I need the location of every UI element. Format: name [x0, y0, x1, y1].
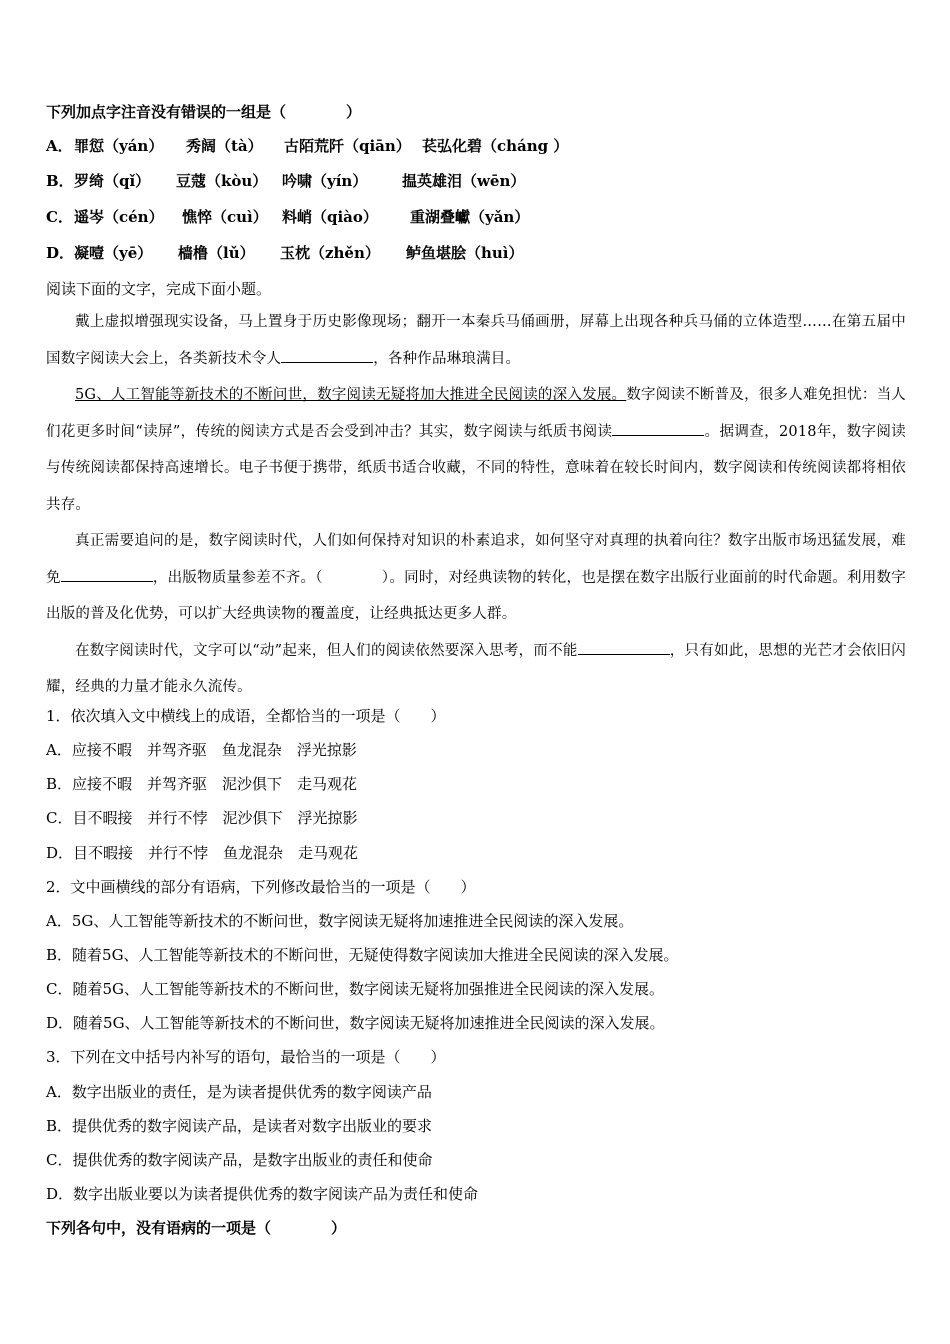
q3-option-c[interactable]: C．提供优秀的数字阅读产品，是数字出版业的责任和使命 — [46, 1151, 433, 1169]
blank-1 — [281, 348, 373, 363]
question-3-stem: 3．下列在文中括号内补写的语句，最恰当的一项是（ ） — [46, 1048, 446, 1066]
q1-option-c[interactable]: C．目不暇接 并行不悖 泥沙俱下 浮光掠影 — [46, 809, 358, 827]
q2-option-b[interactable]: B．随着5G、人工智能等新技术的不断问世，无疑使得数字阅读加大推进全民阅读的深入发展。 — [46, 946, 679, 964]
option-a[interactable]: A．罪愆（yán） 秀阔（tà） 古陌荒阡（qiān） 苌弘化碧（cháng ） — [46, 137, 569, 155]
q1-option-b[interactable]: B．应接不暇 并驾齐驱 泥沙俱下 走马观花 — [46, 775, 358, 793]
option-b[interactable]: B．罗绮（qǐ） 豆蔻（kòu） 吟啸（yín） 揾英雄泪（wēn） — [46, 172, 526, 190]
reading-passage — [46, 304, 906, 706]
option-d[interactable]: D．凝噎（yē） 樯橹（lǔ） 玉枕（zhěn） 鲈鱼堪脍（huì） — [46, 244, 524, 262]
underlined-sentence: 5G、人工智能等新技术的不断问世，数字阅读无疑将加大推进全民阅读的深入发展。 — [75, 387, 627, 403]
paragraph-2: 5G、人工智能等新技术的不断问世，数字阅读无疑将加大推进全民阅读的深入发展。数字阅读不断普及，很多人难免担忧：当人们花更多时间“读屏”，传统的阅读方式是否会受到冲击？其实，数字阅读与纸质书阅读 。据调查，2018年，数字阅读与传统阅读都保持高速增长。电子书便于携带，纸质书适合收藏，不同的特性，意味着在较长时间内，数字阅读和传统阅读都将相依共存。 — [46, 387, 907, 513]
blank-2 — [612, 421, 704, 436]
blank-3 — [61, 567, 153, 582]
q2-option-d[interactable]: D．随着5G、人工智能等新技术的不断问世，数字阅读无疑将加速推进全民阅读的深入发展。 — [46, 1014, 665, 1032]
question-pinyin-stem: 下列加点字注音没有错误的一组是（ ） — [46, 103, 362, 121]
q3-option-d[interactable]: D．数字出版业要以为读者提供优秀的数字阅读产品为责任和使命 — [46, 1185, 479, 1203]
q1-option-d[interactable]: D．目不暇接 并行不悖 鱼龙混杂 走马观花 — [46, 844, 359, 862]
question-2-stem: 2．文中画横线的部分有语病，下列修改最恰当的一项是（ ） — [46, 878, 476, 896]
q3-option-b[interactable]: B．提供优秀的数字阅读产品，是读者对数字出版业的要求 — [46, 1117, 433, 1135]
paragraph-3: 真正需要追问的是，数字阅读时代，人们如何保持对知识的朴素追求，如何坚守对真理的执着向往？数字出版市场迅猛发展，难免 ，出版物质量参差不齐。（ ）。同时，对经典读物的转化，也是摆在数字出版行业面前的时代命题。利用数字出版的普及化优势，可以扩大经典读物的覆盖度，让经典抵达更多人群。 — [46, 533, 906, 622]
option-c[interactable]: C．遥岑（cén） 憔悴（cuì） 料峭（qiào） 重湖叠巘（yǎn） — [46, 208, 530, 226]
reading-intro: 阅读下面的文字，完成下面小题。 — [46, 280, 272, 298]
question-grammar-stem: 下列各句中，没有语病的一项是（ ） — [46, 1219, 347, 1237]
q3-option-a[interactable]: A．数字出版业的责任，是为读者提供优秀的数字阅读产品 — [46, 1083, 432, 1101]
question-1-stem: 1．依次填入文中横线上的成语，全都恰当的一项是（ ） — [46, 707, 446, 725]
paragraph-1: 戴上虚拟增强现实设备，马上置身于历史影像现场；翻开一本秦兵马俑画册，屏幕上出现各种兵马俑的立体造型……在第五届中国数字阅读大会上，各类新技术令人 ，各种作品琳琅满目。 — [46, 314, 906, 367]
q2-option-a[interactable]: A．5G、人工智能等新技术的不断问世，数字阅读无疑将加速推进全民阅读的深入发展。 — [46, 912, 634, 930]
q2-option-c[interactable]: C．随着5G、人工智能等新技术的不断问世，数字阅读无疑将加强推进全民阅读的深入发展。 — [46, 980, 665, 998]
paragraph-4: 在数字阅读时代，文字可以“动”起来，但人们的阅读依然要深入思考，而不能 ，只有如此，思想的光芒才会依旧闪耀，经典的力量才能永久流传。 — [46, 633, 906, 706]
q1-option-a[interactable]: A．应接不暇 并驾齐驱 鱼龙混杂 浮光掠影 — [46, 741, 357, 759]
blank-4 — [578, 640, 670, 655]
